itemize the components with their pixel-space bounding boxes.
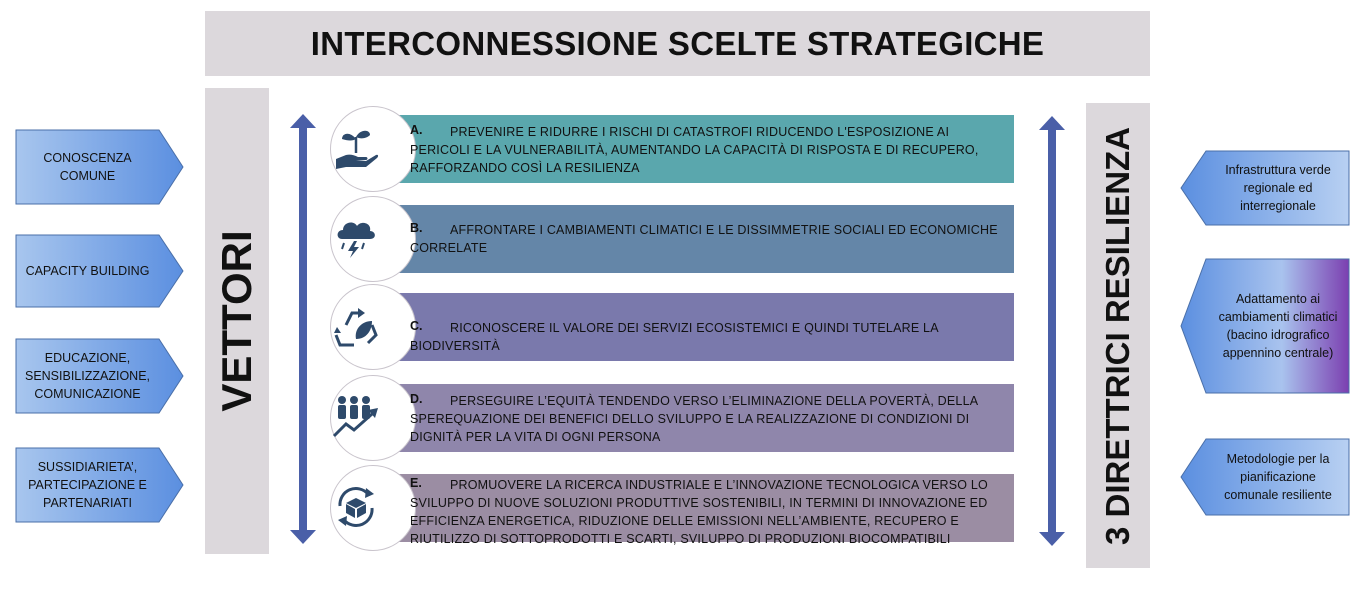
choice-d xyxy=(330,384,1014,452)
choice-letter: C. xyxy=(410,319,423,333)
recycle-box-icon xyxy=(332,482,380,530)
choice-b xyxy=(330,205,1014,273)
choice-c xyxy=(330,293,1014,361)
choice-letter: A. xyxy=(410,123,423,137)
right-double-arrow xyxy=(1037,114,1067,548)
direttrici-panel xyxy=(1086,103,1150,568)
diagram-title: INTERCONNESSIONE SCELTE STRATEGICHE xyxy=(205,11,1150,76)
recycle-leaf-icon xyxy=(332,303,380,351)
choice-text: RICONOSCERE IL VALORE DEI SERVIZI ECOSISTEMICI E QUINDI TUTELARE LA BIODIVERSITÀ xyxy=(410,321,939,353)
vector-label: CAPACITY BUILDING xyxy=(25,264,150,278)
vettori-label: VETTORI xyxy=(213,230,260,412)
vector-box-conoscenza xyxy=(15,129,183,205)
choice-letter: D. xyxy=(410,392,423,406)
choice-letter: B. xyxy=(410,221,423,235)
direttrice-label: Metodologie per la pianificazione comunale resiliente xyxy=(1224,452,1332,502)
choice-a xyxy=(330,115,1014,183)
choice-text: PREVENIRE E RIDURRE I RISCHI DI CATASTROFI RIDUCENDO L'ESPOSIZIONE AI PERICOLI E LA VULNERABILITÀ, AUMENTANDO LA CAPACITÀ DI RISPOSTA E DI RECUPERO, RAFFORZANDO COSÌ LA RESILIENZA xyxy=(410,125,979,175)
direttrice-box-metodologie xyxy=(1180,438,1350,516)
vector-box-capacity xyxy=(15,234,183,308)
vector-label: CONOSCENZA COMUNE xyxy=(43,151,132,183)
vector-label: SUSSIDIARIETA’, PARTECIPAZIONE E PARTENARIATI xyxy=(28,460,147,510)
vector-box-educazione xyxy=(15,338,183,414)
direttrici-label: 3 DIRETTRICI RESILIENZA xyxy=(1099,126,1136,545)
left-double-arrow xyxy=(288,112,318,546)
vector-label: EDUCAZIONE, SENSIBILIZZAZIONE, COMUNICAZIONE xyxy=(24,351,151,401)
choice-e xyxy=(330,474,1014,546)
storm-cloud-icon xyxy=(332,211,380,259)
direttrice-label: Infrastruttura verde regionale ed interregionale xyxy=(1225,163,1331,213)
vettori-panel xyxy=(205,88,269,554)
direttrice-box-adattamento xyxy=(1180,258,1350,394)
choice-text: AFFRONTARE I CAMBIAMENTI CLIMATICI E LE DISSIMMETRIE SOCIALI ED ECONOMICHE CORRELATE xyxy=(410,223,998,255)
choice-text: PERSEGUIRE L’EQUITÀ TENDENDO VERSO L’ELIMINAZIONE DELLA POVERTÀ, DELLA SPEREQUAZIONE DEI BENEFICI DELLO SVILUPPO E LA REALIZZAZIONE DI CONDIZIONI DI DIGNITÀ PER LA VITA DI OGNI PERSONA xyxy=(410,394,978,444)
vector-box-sussidiarieta xyxy=(15,447,183,523)
direttrice-label: Adattamento ai cambiamenti climatici (bacino idrografico appennino centrale) xyxy=(1218,292,1338,360)
people-growth-icon xyxy=(332,392,380,440)
choice-letter: E. xyxy=(410,476,422,490)
plant-hand-icon xyxy=(332,125,380,173)
choice-text: PROMUOVERE LA RICERCA INDUSTRIALE E L’INNOVAZIONE TECNOLOGICA VERSO LO SVILUPPO DI NUOVE SOLUZIONI PRODUTTIVE SOSTENIBILI, IN TERMINI DI INNOVAZIONE ED EFFICIENZA ENERGETICA, RIDUZIONE DELLE EMISSIONI NELL’AMBIENTE, RECUPERO E RIUTILIZZO DI SOTTOPRODOTTI E SCARTI, SVILUPPO DI PRODUZIONI BIOCOMPATIBILI xyxy=(410,478,988,546)
direttrice-box-infrastruttura xyxy=(1180,150,1350,226)
